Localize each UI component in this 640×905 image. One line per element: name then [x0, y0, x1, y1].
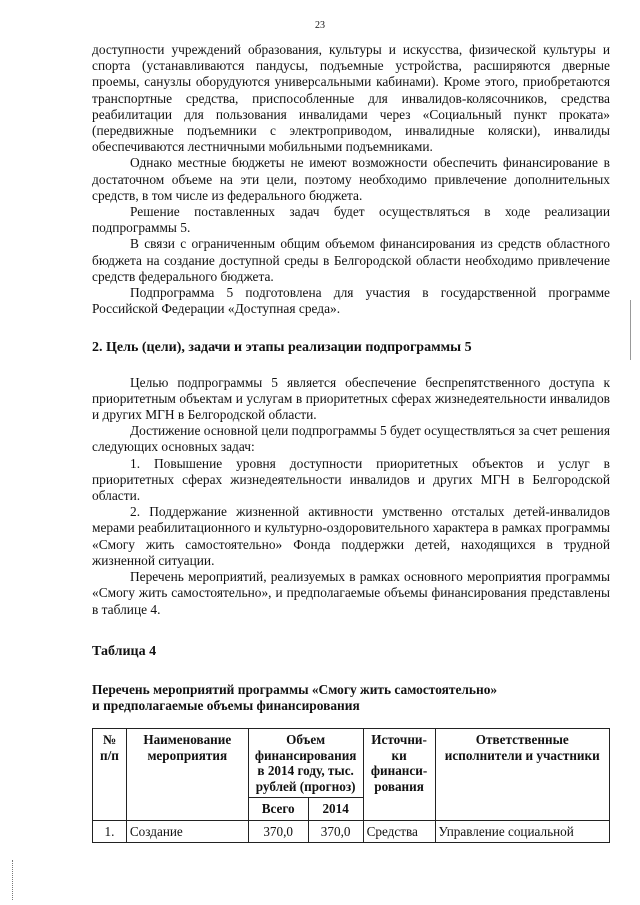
paragraph: Перечень мероприятий, реализуемых в рамках основного мероприятия программы «Смогу жить самостоятельно», и предполагаемые объемы финансирования представлены в таблице 4. — [92, 569, 610, 617]
cell-total: 370,0 — [248, 820, 308, 843]
section-heading: 2. Цель (цели), задачи и этапы реализации подпрограммы 5 — [92, 340, 472, 356]
table-title-line2: и предполагаемые объемы финансирования — [92, 697, 360, 713]
paragraph: Решение поставленных задач будет осуществляться в ходе реализации подпрограммы 5. — [92, 204, 610, 236]
header-num: № п/п — [93, 729, 127, 821]
funding-table — [92, 728, 610, 843]
cell-name: Создание — [126, 820, 248, 843]
header-sources: Источни-ки финанси-рования — [363, 729, 435, 821]
cell-num: 1. — [93, 820, 127, 843]
scan-margin-mark — [12, 860, 14, 900]
paragraph: доступности учреждений образования, культуры и искусства, физической культуры и спорта (устанавливаются пандусы, подъемные устройства, расширяются дверные проемы, санузлы оборудуются универсальными кабинами). Кроме этого, приобретаются транспортные средства, приспособленные для инвалидов-колясочников, средства реабилитации для пользования инвалидами через «Социальный пункт проката» (передвижные подъемники с электроприводом, инвалидные коляски), инвалиды обеспечиваются лестничными мобильными подъемниками. — [92, 42, 610, 155]
paragraph: Подпрограмма 5 подготовлена для участия в государственной программе Российской Федерации «Доступная среда». — [92, 285, 610, 317]
document-body — [92, 42, 610, 736]
table-header-row — [93, 729, 610, 798]
cell-source: Средства — [363, 820, 435, 843]
header-total: Всего — [248, 798, 308, 821]
header-year: 2014 — [308, 798, 363, 821]
scan-margin-mark — [630, 300, 632, 360]
paragraph: Достижение основной цели подпрограммы 5 будет осуществляться за счет решения следующих основных задач: — [92, 423, 610, 455]
paragraph: В связи с ограниченным общим объемом финансирования из средств областного бюджета на создание доступной среды в Белгородской области необходимо привлечение средств федерального бюджета. — [92, 236, 610, 284]
table-label: Таблица 4 — [92, 643, 157, 659]
paragraph: Целью подпрограммы 5 является обеспечение беспрепятственного доступа к приоритетным объектам и услугам в приоритетных сферах жизнедеятельности инвалидов и других МГН в Белгородской области. — [92, 374, 610, 423]
table-row — [93, 820, 610, 843]
paragraph: Однако местные бюджеты не имеют возможности обеспечить финансирование в достаточном объеме на эти цели, поэтому необходимо привлечение дополнительных средств, в том числе из федерального бюджета. — [92, 155, 610, 203]
table-title-line1: Перечень мероприятий программы «Смогу жить самостоятельно» — [92, 681, 498, 697]
header-name: Наименование мероприятия — [126, 729, 248, 821]
paragraph: 1. Повышение уровня доступности приоритетных объектов и услуг в приоритетных сферах жизнедеятельности инвалидов и других МГН в Белгородской области. — [92, 455, 610, 504]
cell-responsible: Управление социальной — [435, 820, 609, 843]
page-number: 23 — [315, 20, 325, 31]
cell-year: 370,0 — [308, 820, 363, 843]
header-responsible: Ответственные исполнители и участники — [435, 729, 609, 821]
table-title — [92, 682, 610, 714]
paragraph: 2. Поддержание жизненной активности умственно отсталых детей-инвалидов мерами реабилитационного и культурно-оздоровительного характера в рамках программы «Смогу жить самостоятельно» Фонда поддержки детей, находящихся в трудной жизненной ситуации. — [92, 504, 610, 568]
header-volume: Объем финансирования в 2014 году, тыс. рублей (прогноз) — [248, 729, 363, 798]
